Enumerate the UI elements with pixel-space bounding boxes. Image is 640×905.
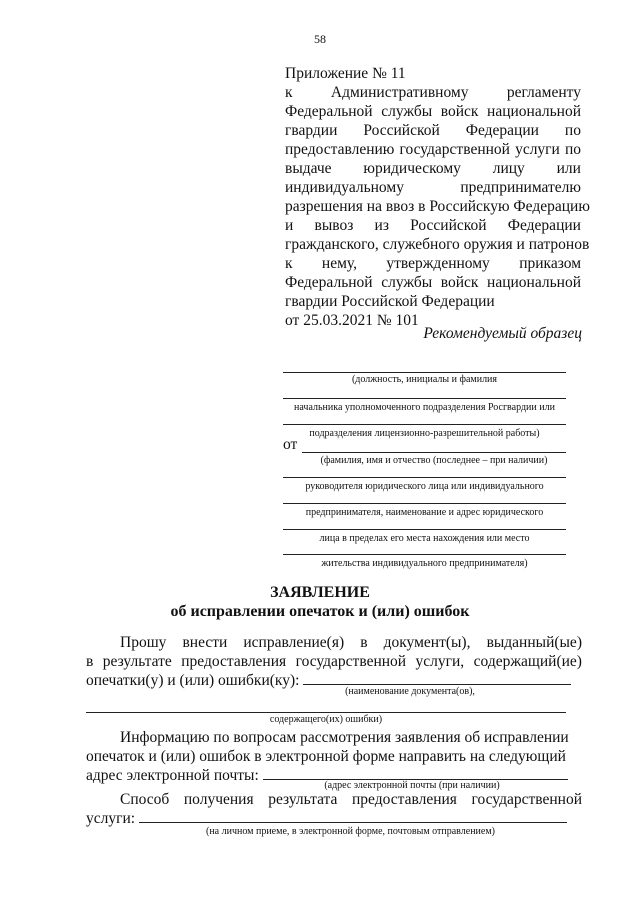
- applicant-line-2: [283, 477, 566, 478]
- appendix-line: [285, 254, 581, 273]
- appendix-word: национальной: [487, 274, 581, 291]
- paragraph-2-line-2: опечаток и (или) ошибок в электронной форме направить на следующий: [86, 748, 566, 765]
- document-name-field[interactable]: [303, 671, 571, 685]
- paragraph-word: в: [360, 634, 368, 651]
- appendix-line: [285, 273, 581, 292]
- appendix-line: [285, 235, 590, 254]
- appendix-line: [285, 216, 581, 235]
- appendix-word: национальной: [487, 103, 581, 120]
- delivery-method-field[interactable]: [139, 809, 567, 823]
- paragraph-2-line-1: Информацию по вопросам рассмотрения заявления об исправлении: [120, 729, 569, 746]
- appendix-word: утвержденному: [386, 255, 490, 272]
- paragraph-word: исправление(я): [243, 634, 345, 651]
- paragraph-1-line-3: опечатки(у) и (или) ошибки(ку):: [86, 671, 582, 690]
- appendix-word: из: [374, 217, 389, 234]
- appendix-word: гражданского, служебного оружия и патронов: [285, 236, 590, 253]
- addressee-caption-3: подразделения лицензионно-разрешительной работы): [309, 428, 540, 439]
- appendix-title: Приложение № 11: [285, 65, 406, 82]
- paragraph-word: предоставления: [352, 791, 457, 808]
- delivery-method-caption: (на личном приеме, в электронной форме, почтовым отправлением): [206, 826, 495, 837]
- appendix-word: Федерации: [507, 217, 581, 234]
- appendix-word: войск: [440, 274, 479, 291]
- appendix-word: предоставлению: [285, 141, 395, 158]
- appendix-order-date: от 25.03.2021 № 101: [285, 312, 419, 329]
- paragraph-word: выданный(ые): [486, 634, 582, 651]
- document-subtitle: об исправлении опечаток и (или) ошибок: [170, 603, 470, 620]
- addressee-caption-5: руководителя юридического лица или индивидуального: [305, 481, 544, 492]
- appendix-word: лицу: [492, 160, 525, 177]
- paragraph-word: государственной: [295, 653, 407, 670]
- page-number: 58: [314, 32, 326, 46]
- appendix-justified-lines: [285, 83, 590, 292]
- email-field[interactable]: [263, 766, 568, 780]
- paragraph-word: содержащий(ие): [473, 653, 582, 670]
- paragraph-2-line-3: адрес электронной почты:: [86, 766, 582, 785]
- document-name-caption: (наименование документа(ов),: [345, 686, 475, 697]
- paragraph-word: в: [86, 653, 94, 670]
- paragraph-word: результате: [102, 653, 172, 670]
- appendix-word: индивидуальному: [285, 179, 404, 196]
- appendix-word: службы: [381, 274, 433, 291]
- appendix-word: войск: [440, 103, 479, 120]
- appendix-word: Административному: [330, 84, 469, 101]
- email-caption: (адрес электронной почты (при наличии): [324, 780, 500, 791]
- paragraph-word: услуги,: [415, 653, 465, 670]
- appendix-line: [285, 102, 581, 121]
- addressee-caption-4: (фамилия, имя и отчество (последнее – при наличии): [320, 455, 548, 466]
- paragraph-word: Прошу: [120, 634, 167, 651]
- paragraph-word: результата: [268, 791, 338, 808]
- applicant-line-4: [283, 529, 566, 530]
- appendix-word: к: [285, 84, 293, 101]
- appendix-line: гвардии Российской Федерации: [285, 293, 495, 310]
- addressee-caption-8: жительства индивидуального предпринимателя): [321, 558, 528, 569]
- appendix-word: Российской: [363, 122, 440, 139]
- appendix-word: приказом: [519, 255, 581, 272]
- appendix-word: Федеральной: [285, 103, 373, 120]
- appendix-word: к: [285, 255, 293, 272]
- appendix-word: государственной: [399, 141, 510, 158]
- appendix-word: или: [556, 160, 581, 177]
- appendix-word: регламенту: [506, 84, 581, 101]
- paragraph-word: Способ: [120, 791, 170, 808]
- addressee-caption-7: лица в пределах его места нахождения или место: [319, 533, 530, 544]
- appendix-line: [285, 83, 581, 102]
- paragraph-1-line-1: [86, 633, 582, 652]
- appendix-word: нему,: [321, 255, 357, 272]
- sample-label: Рекомендуемый образец: [423, 325, 582, 342]
- paragraph-1-line-2: [86, 652, 582, 671]
- addressee-caption-1: (должность, инициалы и фамилия: [351, 374, 498, 385]
- appendix-word: услуги: [515, 141, 560, 158]
- appendix-word: Федерации: [465, 122, 539, 139]
- paragraph-word: внести: [182, 634, 228, 651]
- appendix-word: службы: [381, 103, 433, 120]
- document-errors-caption: содержащего(их) ошибки): [269, 714, 383, 725]
- paragraph-3-line-2: услуги:: [86, 809, 582, 828]
- applicant-line-5: [283, 554, 566, 555]
- appendix-word: Российской: [410, 217, 487, 234]
- appendix-line: [285, 159, 581, 178]
- appendix-block: [285, 64, 590, 330]
- appendix-word: юридическому: [363, 160, 461, 177]
- appendix-word: гвардии: [285, 122, 338, 139]
- paragraph-3-line-1: [86, 790, 582, 809]
- appendix-word: разрешения на ввоз в Российскую Федерацию: [285, 198, 590, 215]
- paragraph-word: государственной: [471, 791, 582, 808]
- applicant-line-1: [302, 452, 566, 453]
- addressee-line-2: [283, 398, 566, 399]
- appendix-word: выдаче: [285, 160, 332, 177]
- appendix-word: по: [564, 141, 581, 158]
- applicant-line-3: [283, 503, 566, 504]
- paragraph-word: получения: [183, 791, 254, 808]
- paragraph-word: документ(ы),: [383, 634, 471, 651]
- appendix-word: предпринимателю: [460, 179, 581, 196]
- document-title: ЗАЯВЛЕНИЕ: [270, 584, 370, 601]
- appendix-word: по: [564, 122, 581, 139]
- appendix-word: и: [285, 217, 294, 234]
- from-label: от: [283, 436, 298, 453]
- appendix-word: Федеральной: [285, 274, 373, 291]
- addressee-line-1: [283, 372, 566, 373]
- appendix-line: [285, 178, 581, 197]
- addressee-caption-6: предпринимателя, наименование и адрес юридического: [305, 507, 544, 518]
- addressee-caption-2: начальника уполномоченного подразделения Росгвардии или: [294, 402, 555, 413]
- addressee-line-3: [283, 424, 566, 425]
- appendix-line: [285, 197, 590, 216]
- paragraph-word: предоставления: [181, 653, 287, 670]
- appendix-word: вывоз: [314, 217, 354, 234]
- document-name-line-2[interactable]: [86, 712, 566, 713]
- appendix-line: [285, 140, 581, 159]
- appendix-line: [285, 121, 581, 140]
